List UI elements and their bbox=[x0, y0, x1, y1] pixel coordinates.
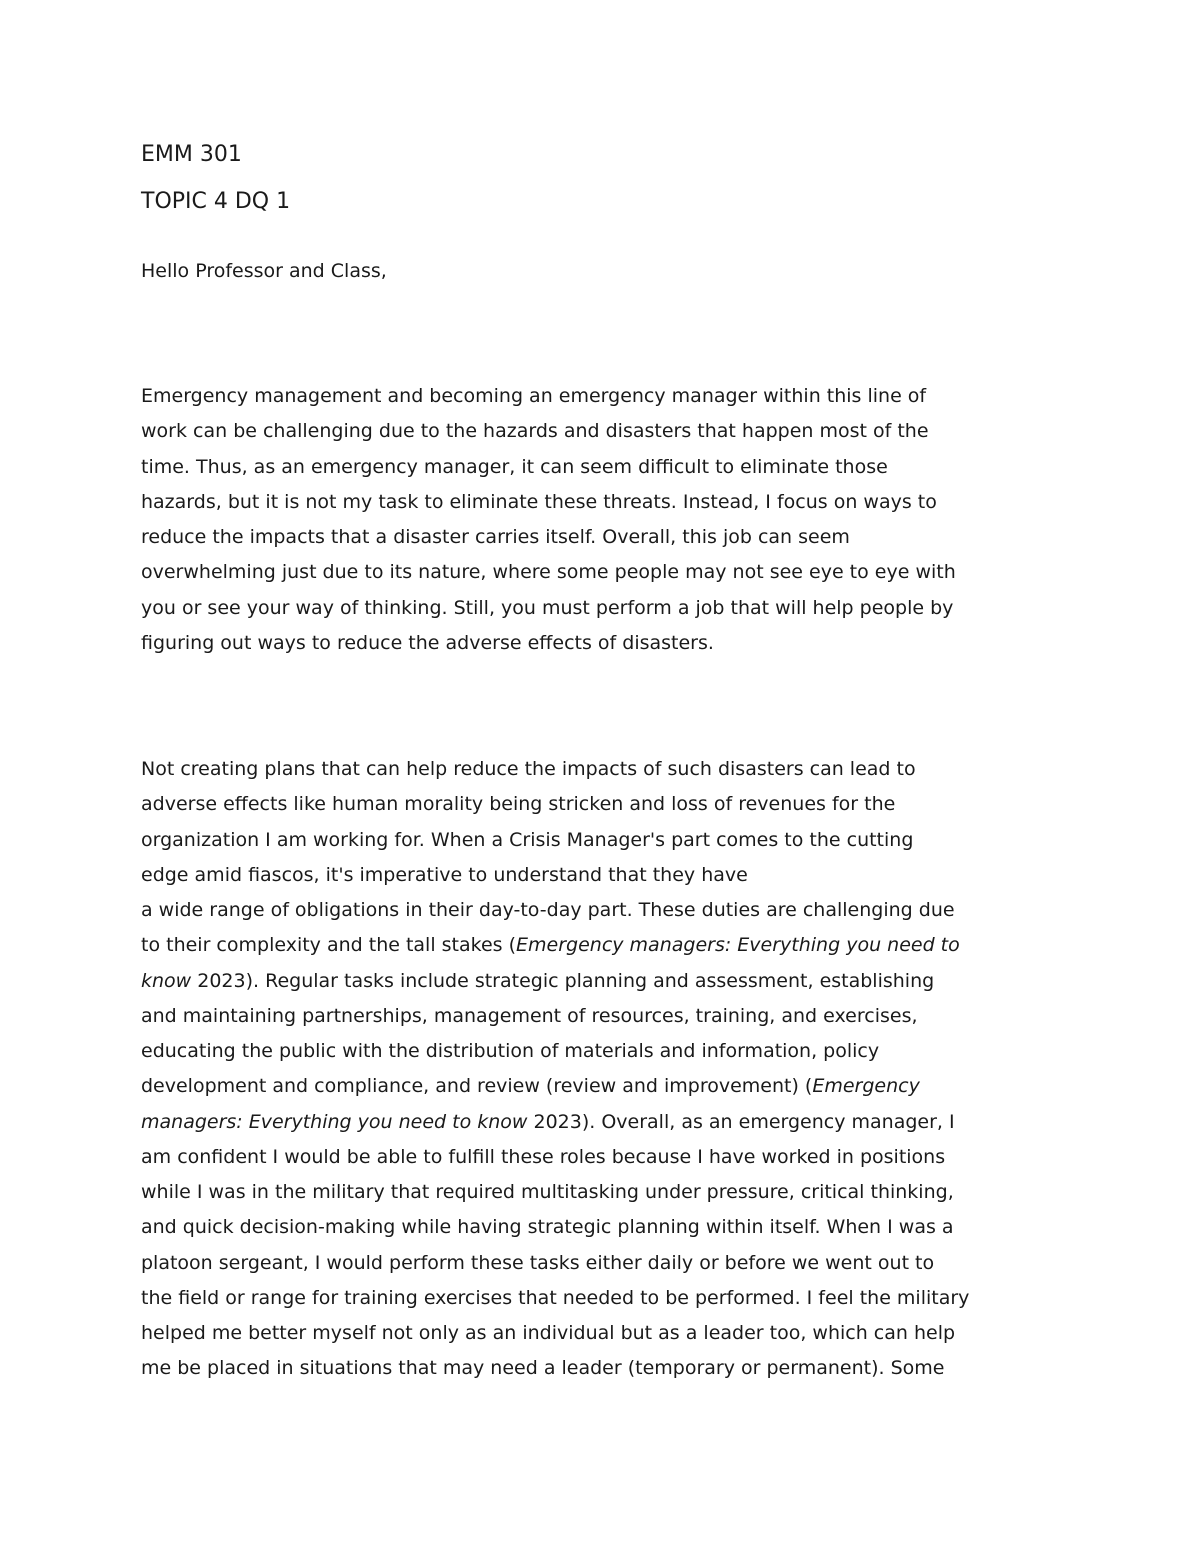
paragraph-line bbox=[141, 1069, 969, 1104]
paragraph-2 bbox=[141, 752, 969, 1387]
paragraph-line: edge amid fiascos, it's imperative to understand that they have bbox=[141, 863, 748, 886]
paragraph-line bbox=[141, 928, 969, 963]
text-segment: 2023). Overall, as an emergency manager, I bbox=[527, 1110, 955, 1133]
paragraph-line: reduce the impacts that a disaster carries itself. Overall, this job can seem bbox=[141, 526, 850, 548]
text-segment: to their complexity and the tall stakes ( bbox=[141, 934, 517, 957]
paragraph-line: figuring out ways to reduce the adverse effects of disasters. bbox=[141, 631, 714, 654]
topic-title: TOPIC 4 DQ 1 bbox=[141, 189, 291, 214]
text-segment: development and compliance, and review (review and improvement) ( bbox=[141, 1075, 813, 1098]
paragraph-line: while I was in the military that required multitasking under pressure, critical thinking, bbox=[141, 1181, 954, 1203]
text-segment: 2023). Regular tasks include strategic planning and assessment, establishing bbox=[191, 969, 935, 992]
paragraph-line: adverse effects like human morality being stricken and loss of revenues for the bbox=[141, 793, 896, 816]
paragraph-line: overwhelming just due to its nature, where some people may not see eye to eye with bbox=[141, 561, 956, 584]
paragraph-line: platoon sergeant, I would perform these tasks either daily or before we went out to bbox=[141, 1251, 935, 1274]
paragraph-line: hazards, but it is not my task to eliminate these threats. Instead, I focus on ways to bbox=[141, 490, 937, 513]
paragraph-line: the field or range for training exercises that needed to be performed. I feel the military bbox=[141, 1286, 970, 1309]
paragraph-line: you or see your way of thinking. Still, you must perform a job that will help people by bbox=[141, 596, 954, 619]
paragraph-line: and maintaining partnerships, management of resources, training, and exercises, bbox=[141, 1004, 918, 1027]
citation-title: know bbox=[141, 969, 192, 992]
paragraph-line: organization I am working for. When a Crisis Manager's part comes to the cutting bbox=[141, 828, 914, 851]
paragraph-line: me be placed in situations that may need a leader (temporary or permanent). Some bbox=[141, 1357, 945, 1380]
paragraph-line: Not creating plans that can help reduce the impacts of such disasters can lead to bbox=[141, 758, 916, 780]
citation-title: managers: Everything you need to know bbox=[141, 1110, 528, 1133]
course-code: EMM 301 bbox=[141, 142, 242, 167]
citation-title: Emergency bbox=[812, 1075, 920, 1098]
paragraph-line: educating the public with the distribution of materials and information, policy bbox=[141, 1040, 880, 1062]
paragraph-1 bbox=[141, 379, 956, 661]
paragraph-line bbox=[141, 1105, 969, 1140]
greeting: Hello Professor and Class, bbox=[141, 260, 387, 282]
paragraph-line: and quick decision-making while having strategic planning within itself. When I was a bbox=[141, 1216, 954, 1239]
paragraph-line: a wide range of obligations in their day-to-day part. These duties are challenging due bbox=[141, 899, 955, 921]
citation-title: Emergency managers: Everything you need to bbox=[516, 934, 960, 957]
paragraph-line: work can be challenging due to the hazards and disasters that happen most of the bbox=[141, 420, 929, 443]
paragraph-line: helped me better myself not only as an individual but as a leader too, which can help bbox=[141, 1322, 956, 1344]
paragraph-line bbox=[141, 964, 969, 999]
paragraph-line: am confident I would be able to fulfill these roles because I have worked in positions bbox=[141, 1145, 946, 1168]
paragraph-line: Emergency management and becoming an emergency manager within this line of bbox=[141, 385, 927, 407]
paragraph-line: time. Thus, as an emergency manager, it can seem difficult to eliminate those bbox=[141, 455, 888, 478]
